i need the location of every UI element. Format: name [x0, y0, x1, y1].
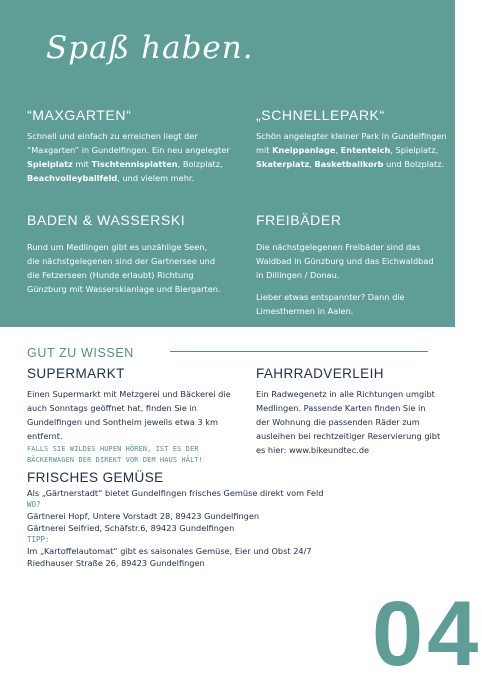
supermarkt-heading: SUPERMARKT [27, 366, 125, 381]
schnellepark-text-part: Basketballkorb [314, 159, 384, 169]
baden-text: Rund um Medlingen gibt es unzählige Seen, die nächstgelegenen sind der Gartnersee und die Fetzerseen (Hunde erlaubt) Richtung Günzburg mit Wasserskianlage und Biergarten. [27, 242, 221, 294]
divider-line [170, 351, 428, 352]
fahrrad-text: Ein Radwegenetz in alle Richtungen umgibt Medlingen. Passende Karten finden Sie in der Wohnung die passenden Räder zum ausleihen bei rechtzeitiger Reservierung gibt es hier: www.bikeundtec.de [256, 389, 441, 455]
gemuese-tipp-label: TIPP: [27, 535, 50, 544]
page-title: Spaß haben. [46, 30, 254, 66]
gemuese-line-1: Als „Gärtnerstadt“ bietet Gundelfingen frisches Gemüse direkt vom Feld [27, 488, 324, 498]
maxgarten-text-part: mit [72, 159, 92, 169]
schnellepark-heading: „SCHNELLEPARK“ [256, 107, 385, 123]
schnellepark-text-part: Kneippanlage [272, 145, 336, 155]
section-gemuese [27, 470, 432, 569]
section-supermarkt [27, 366, 237, 466]
fahrrad-heading: FAHRRADVERLEIH [256, 366, 384, 381]
gemuese-heading: FRISCHES GEMÜSE [27, 470, 164, 485]
section-maxgarten [27, 107, 242, 185]
supermarkt-text: Einen Supermarkt mit Metzgerei und Bäckerei die auch Sonntags geöffnet hat, finden Sie in Gundelfingen und Sontheim jeweils etwa 3 km entfernt. [27, 389, 231, 441]
maxgarten-heading: “MAXGARTEN“ [27, 107, 132, 123]
maxgarten-text [27, 129, 242, 185]
freibaeder-text: Die nächstgelegenen Freibäder sind das Waldbad in Günzburg und das Eichwaldbad in Dillingen / Donau. [256, 242, 434, 280]
maxgarten-text-part: Spielplatz [27, 159, 73, 169]
maxgarten-text-part: , und vielem mehr. [117, 173, 195, 183]
gut-zu-wissen-heading: GUT ZU WISSEN [27, 346, 134, 360]
section-schnellepark [256, 107, 451, 171]
gemuese-line-5: Riedhauser Straße 26, 89423 Gundelfingen [27, 558, 205, 568]
gemuese-line-4: Im „Kartoffelautomat“ gibt es saisonales Gemüse, Eier und Obst 24/7 [27, 546, 312, 556]
baden-heading: BADEN & WASSERSKI [27, 212, 186, 228]
maxgarten-text-part: Schnell und einfach zu erreichen liegt der “Maxgarten” in Gundelfingen. Ein neu angelegter [27, 131, 230, 155]
section-freibaeder [256, 212, 436, 318]
gemuese-line-2: Gärtnerei Hopf, Untere Vorstadt 28, 89423 Gundelfingen [27, 511, 260, 521]
maxgarten-text-part: Beachvolleyballfeld [27, 173, 118, 183]
supermarkt-note: FALLS SIE WILDES HUPEN HÖREN, IST ES DER BÄCKERWAGEN DER DIREKT VOR DEM HAUS HÄLT! [27, 445, 203, 464]
schnellepark-text-part: , [309, 159, 315, 169]
page-number: 04 [372, 583, 482, 685]
gemuese-wo-label: WO? [27, 500, 41, 509]
schnellepark-text-part: , [335, 145, 341, 155]
freibaeder-text-2: Lieber etwas entspannter? Dann die Limesthermen in Aalen. [256, 292, 405, 316]
gemuese-line-3: Gärtnerei Seifried, Schäfstr.6, 89423 Gundelfingen [27, 523, 235, 533]
schnellepark-text [256, 129, 451, 171]
maxgarten-text-part: , Bolzplatz, [177, 159, 223, 169]
section-baden [27, 212, 222, 296]
section-fahrradverleih [256, 366, 441, 457]
schnellepark-text-part: Ententeich [340, 145, 391, 155]
freibaeder-heading: FREIBÄDER [256, 212, 342, 228]
maxgarten-text-part: Tischtennisplatten [91, 159, 178, 169]
schnellepark-text-part: Skaterplatz [256, 159, 310, 169]
schnellepark-text-part: , Spielplatz, [390, 145, 439, 155]
schnellepark-text-part: und Bolzplatz. [383, 159, 445, 169]
schnellepark-text-part: Schön angelegter kleiner Park in Gundelfingen mit [256, 131, 447, 155]
